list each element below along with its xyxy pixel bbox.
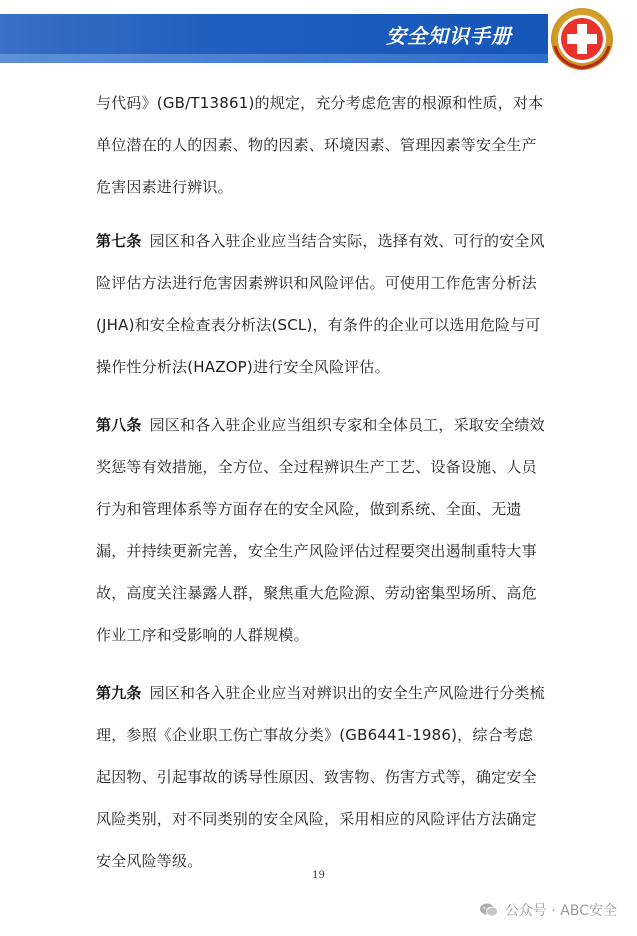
paragraph-text: 园区和各入驻企业应当组织专家和全体员工，采取安全绩效奖惩等有效措施，全方位、全过程辨识生产工艺、设备设施、人员行为和管理体系等方面存在的安全风险，做到系统、全面、无遗漏，并持续更新完善，安全生产风险评估过程要突出遏制重特大事故，高度关注暴露人群，聚焦重大危险源、劳动密集型场所、高危作业工序和受影响的人群规模。 <box>96 416 545 644</box>
wechat-icon <box>479 902 499 918</box>
page-number: 19 <box>312 870 325 881</box>
document-body <box>96 82 546 898</box>
article-label: 第八条 <box>96 416 142 434</box>
watermark-text: 公众号 · ABC安全 <box>504 903 617 919</box>
article-7 <box>96 220 546 388</box>
safety-cross-emblem-icon <box>547 6 617 72</box>
paragraph-text: 与代码》(GB/T13861)的规定，充分考虑危害的根源和性质，对本单位潜在的人的因素、物的因素、环境因素、管理因素等安全生产危害因素进行辨识。 <box>96 94 544 196</box>
paragraph-continuation <box>96 82 546 208</box>
article-9 <box>96 672 546 882</box>
paragraph-text: 园区和各入驻企业应当结合实际，选择有效、可行的安全风险评估方法进行危害因素辨识和风险评估。可使用工作危害分析法(JHA)和安全检查表分析法(SCL)，有条件的企业可以选用危险与可操作性分析法(HAZOP)进行安全风险评估。 <box>96 232 545 376</box>
article-label: 第九条 <box>96 684 142 702</box>
watermark <box>479 900 617 920</box>
manual-title: 安全知识手册 <box>386 24 512 48</box>
paragraph-text: 园区和各入驻企业应当对辨识出的安全生产风险进行分类梳理，参照《企业职工伤亡事故分类》(GB6441-1986)，综合考虑起因物、引起事故的诱导性原因、致害物、伤害方式等，确定安全风险类别，对不同类别的安全风险，采用相应的风险评估方法确定安全风险等级。 <box>96 684 545 870</box>
article-label: 第七条 <box>96 232 142 250</box>
header-stripe <box>0 54 548 63</box>
article-8 <box>96 404 546 656</box>
page-header <box>0 0 637 78</box>
